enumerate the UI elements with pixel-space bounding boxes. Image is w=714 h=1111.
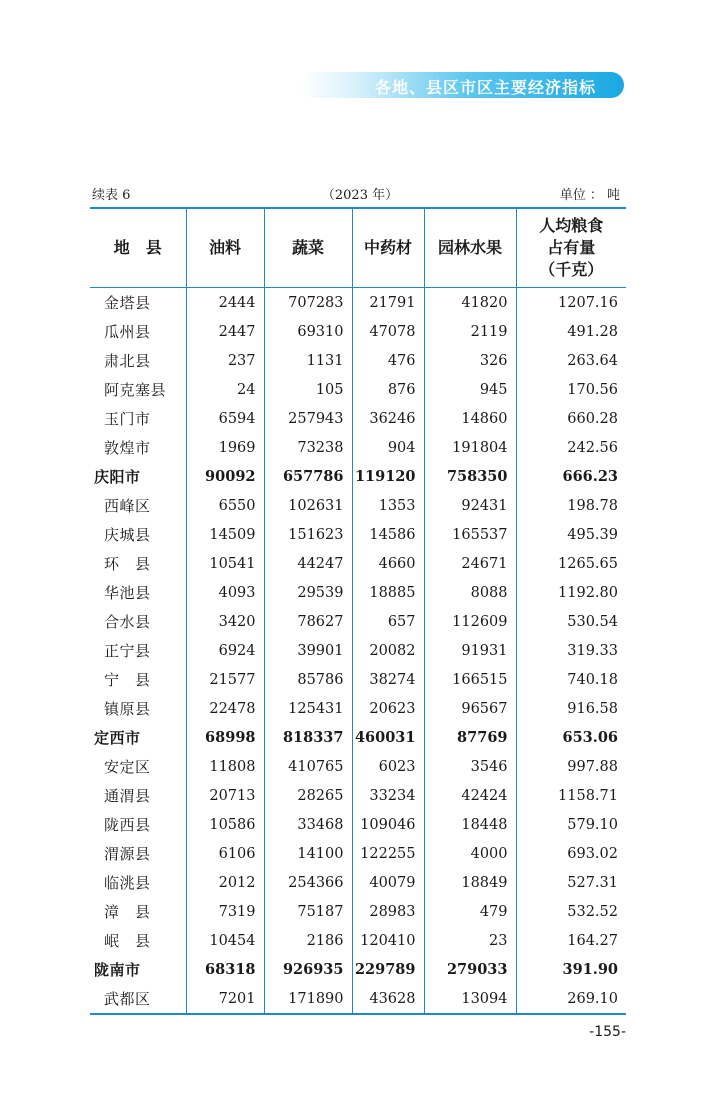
oil-crops-cell: 68998 <box>186 723 264 752</box>
medicinal-herbs-cell: 904 <box>352 433 424 462</box>
table-row <box>90 578 626 607</box>
oil-crops-cell: 10541 <box>186 549 264 578</box>
orchard-fruit-cell: 92431 <box>424 491 516 520</box>
table-row <box>90 984 626 1014</box>
grain-per-capita-cell: 527.31 <box>516 868 626 897</box>
oil-crops-cell: 22478 <box>186 694 264 723</box>
orchard-fruit-cell: 91931 <box>424 636 516 665</box>
oil-crops-cell: 20713 <box>186 781 264 810</box>
table-row <box>90 926 626 955</box>
medicinal-herbs-cell: 40079 <box>352 868 424 897</box>
oil-crops-cell: 24 <box>186 375 264 404</box>
medicinal-herbs-cell: 20623 <box>352 694 424 723</box>
medicinal-herbs-cell: 28983 <box>352 897 424 926</box>
section-banner <box>300 72 624 98</box>
orchard-fruit-cell: 96567 <box>424 694 516 723</box>
table-row <box>90 375 626 404</box>
oil-crops-cell: 90092 <box>186 462 264 491</box>
oil-crops-cell: 6924 <box>186 636 264 665</box>
vegetables-cell: 73238 <box>264 433 352 462</box>
table-row <box>90 781 626 810</box>
oil-crops-cell: 237 <box>186 346 264 375</box>
table-row <box>90 665 626 694</box>
medicinal-herbs-cell: 657 <box>352 607 424 636</box>
medicinal-herbs-cell: 109046 <box>352 810 424 839</box>
region-name-cell: 肃北县 <box>104 352 151 370</box>
region-name-cell: 西峰区 <box>104 497 151 515</box>
vegetables-cell: 69310 <box>264 317 352 346</box>
grain-per-capita-cell: 653.06 <box>516 723 626 752</box>
grain-per-capita-cell: 693.02 <box>516 839 626 868</box>
medicinal-herbs-cell: 18885 <box>352 578 424 607</box>
page-number: -155- <box>589 1024 626 1040</box>
region-name-cell: 陇西县 <box>104 816 151 834</box>
table-row <box>90 607 626 636</box>
region-name-cell: 阿克塞县 <box>104 381 167 399</box>
grain-per-capita-cell: 916.58 <box>516 694 626 723</box>
vegetables-cell: 926935 <box>264 955 352 984</box>
vegetables-cell: 257943 <box>264 404 352 433</box>
oil-crops-cell: 21577 <box>186 665 264 694</box>
vegetables-cell: 78627 <box>264 607 352 636</box>
region-name-cell: 正宁县 <box>104 642 151 660</box>
orchard-fruit-cell: 3546 <box>424 752 516 781</box>
table-row <box>90 346 626 375</box>
oil-crops-cell: 3420 <box>186 607 264 636</box>
grain-per-capita-cell: 740.18 <box>516 665 626 694</box>
grain-per-capita-cell: 1265.65 <box>516 549 626 578</box>
vegetables-cell: 85786 <box>264 665 352 694</box>
table-row <box>90 404 626 433</box>
region-name-cell: 漳 县 <box>104 903 151 921</box>
vegetables-cell: 657786 <box>264 462 352 491</box>
vegetables-cell: 44247 <box>264 549 352 578</box>
region-name-cell: 通渭县 <box>104 787 151 805</box>
oil-crops-cell: 7319 <box>186 897 264 926</box>
grain-per-capita-cell: 1207.16 <box>516 288 626 318</box>
medicinal-herbs-cell: 122255 <box>352 839 424 868</box>
vegetables-cell: 105 <box>264 375 352 404</box>
oil-crops-cell: 2012 <box>186 868 264 897</box>
oil-crops-cell: 10586 <box>186 810 264 839</box>
table-row <box>90 868 626 897</box>
orchard-fruit-cell: 479 <box>424 897 516 926</box>
grain-per-capita-cell: 198.78 <box>516 491 626 520</box>
table-row <box>90 317 626 346</box>
table-row <box>90 288 626 318</box>
grain-per-capita-cell: 491.28 <box>516 317 626 346</box>
vegetables-cell: 818337 <box>264 723 352 752</box>
oil-crops-cell: 6550 <box>186 491 264 520</box>
orchard-fruit-cell: 279033 <box>424 955 516 984</box>
region-name-cell: 合水县 <box>104 613 151 631</box>
vegetables-cell: 254366 <box>264 868 352 897</box>
oil-crops-cell: 14509 <box>186 520 264 549</box>
orchard-fruit-cell: 326 <box>424 346 516 375</box>
region-name-cell: 庆阳市 <box>94 468 141 486</box>
medicinal-herbs-cell: 47078 <box>352 317 424 346</box>
header-oil-crops: 油料 <box>186 208 264 288</box>
table-row <box>90 636 626 665</box>
medicinal-herbs-cell: 14586 <box>352 520 424 549</box>
medicinal-herbs-cell: 229789 <box>352 955 424 984</box>
orchard-fruit-cell: 2119 <box>424 317 516 346</box>
vegetables-cell: 102631 <box>264 491 352 520</box>
grain-per-capita-cell: 532.52 <box>516 897 626 926</box>
medicinal-herbs-cell: 38274 <box>352 665 424 694</box>
oil-crops-cell: 68318 <box>186 955 264 984</box>
region-name-cell: 金塔县 <box>104 294 151 312</box>
table-row <box>90 549 626 578</box>
table-year: （2023 年） <box>321 188 399 203</box>
orchard-fruit-cell: 166515 <box>424 665 516 694</box>
table-row <box>90 897 626 926</box>
orchard-fruit-cell: 42424 <box>424 781 516 810</box>
medicinal-herbs-cell: 876 <box>352 375 424 404</box>
table-body <box>90 288 626 1015</box>
oil-crops-cell: 10454 <box>186 926 264 955</box>
table-row-city <box>90 955 626 984</box>
vegetables-cell: 14100 <box>264 839 352 868</box>
vegetables-cell: 39901 <box>264 636 352 665</box>
region-name-cell: 环 县 <box>104 555 151 573</box>
grain-per-capita-cell: 1192.80 <box>516 578 626 607</box>
vegetables-cell: 75187 <box>264 897 352 926</box>
region-name-cell: 武都区 <box>90 984 186 1014</box>
vegetables-cell: 33468 <box>264 810 352 839</box>
grain-per-capita-cell: 263.64 <box>516 346 626 375</box>
region-name-cell: 庆城县 <box>104 526 151 544</box>
table-row-city <box>90 462 626 491</box>
region-name-cell: 镇原县 <box>104 700 151 718</box>
orchard-fruit-cell: 8088 <box>424 578 516 607</box>
medicinal-herbs-cell: 1353 <box>352 491 424 520</box>
economic-indicators-table <box>90 207 626 1015</box>
vegetables-cell: 151623 <box>264 520 352 549</box>
grain-per-capita-cell: 319.33 <box>516 636 626 665</box>
header-orchard-fruit: 园林水果 <box>424 208 516 288</box>
medicinal-herbs-cell: 21791 <box>352 288 424 318</box>
grain-per-capita-cell: 530.54 <box>516 607 626 636</box>
table-row <box>90 839 626 868</box>
medicinal-herbs-cell: 6023 <box>352 752 424 781</box>
oil-crops-cell: 6106 <box>186 839 264 868</box>
grain-per-capita-cell: 666.23 <box>516 462 626 491</box>
region-name-cell: 临洮县 <box>104 874 151 892</box>
region-name-cell: 华池县 <box>104 584 151 602</box>
orchard-fruit-cell: 24671 <box>424 549 516 578</box>
medicinal-herbs-cell: 43628 <box>352 984 424 1014</box>
region-name-cell: 陇南市 <box>94 961 141 979</box>
table-row <box>90 491 626 520</box>
header-region: 地 县 <box>90 208 186 288</box>
oil-crops-cell: 11808 <box>186 752 264 781</box>
grain-per-capita-cell: 579.10 <box>516 810 626 839</box>
table-row <box>90 810 626 839</box>
vegetables-cell: 171890 <box>264 984 352 1014</box>
oil-crops-cell: 1969 <box>186 433 264 462</box>
oil-crops-cell: 4093 <box>186 578 264 607</box>
vegetables-cell: 707283 <box>264 288 352 318</box>
region-name-cell: 玉门市 <box>104 410 151 428</box>
medicinal-herbs-cell: 119120 <box>352 462 424 491</box>
vegetables-cell: 1131 <box>264 346 352 375</box>
vegetables-cell: 2186 <box>264 926 352 955</box>
grain-per-capita-cell: 164.27 <box>516 926 626 955</box>
medicinal-herbs-cell: 33234 <box>352 781 424 810</box>
grain-per-capita-cell: 1158.71 <box>516 781 626 810</box>
orchard-fruit-cell: 758350 <box>424 462 516 491</box>
region-name-cell: 岷 县 <box>104 932 151 950</box>
table-header-row <box>90 208 626 288</box>
orchard-fruit-cell: 23 <box>424 926 516 955</box>
vegetables-cell: 29539 <box>264 578 352 607</box>
oil-crops-cell: 2444 <box>186 288 264 318</box>
grain-per-capita-cell: 391.90 <box>516 955 626 984</box>
grain-per-capita-cell: 170.56 <box>516 375 626 404</box>
medicinal-herbs-cell: 4660 <box>352 549 424 578</box>
header-grain-per-capita: 人均粮食 占有量 （千克） <box>516 208 626 288</box>
orchard-fruit-cell: 945 <box>424 375 516 404</box>
section-title: 各地、县区市区主要经济指标 <box>374 78 596 97</box>
vegetables-cell: 28265 <box>264 781 352 810</box>
region-name-cell: 渭源县 <box>104 845 151 863</box>
medicinal-herbs-cell: 36246 <box>352 404 424 433</box>
region-name-cell: 定西市 <box>94 729 141 747</box>
region-name-cell: 安定区 <box>104 758 151 776</box>
table-row <box>90 752 626 781</box>
region-name-cell: 宁 县 <box>104 671 151 689</box>
orchard-fruit-cell: 4000 <box>424 839 516 868</box>
orchard-fruit-cell: 165537 <box>424 520 516 549</box>
table-row <box>90 694 626 723</box>
table-row <box>90 433 626 462</box>
grain-per-capita-cell: 269.10 <box>516 984 626 1014</box>
medicinal-herbs-cell: 476 <box>352 346 424 375</box>
grain-per-capita-cell: 997.88 <box>516 752 626 781</box>
oil-crops-cell: 2447 <box>186 317 264 346</box>
header-vegetables: 蔬菜 <box>264 208 352 288</box>
orchard-fruit-cell: 41820 <box>424 288 516 318</box>
medicinal-herbs-cell: 20082 <box>352 636 424 665</box>
orchard-fruit-cell: 14860 <box>424 404 516 433</box>
medicinal-herbs-cell: 120410 <box>352 926 424 955</box>
region-name-cell: 瓜州县 <box>104 323 151 341</box>
table-row <box>90 520 626 549</box>
table-unit: 单位 ： 吨 <box>559 188 620 203</box>
grain-per-capita-cell: 495.39 <box>516 520 626 549</box>
orchard-fruit-cell: 18849 <box>424 868 516 897</box>
oil-crops-cell: 6594 <box>186 404 264 433</box>
orchard-fruit-cell: 191804 <box>424 433 516 462</box>
table-continuation-label: 续表 6 <box>92 188 131 203</box>
grain-per-capita-cell: 242.56 <box>516 433 626 462</box>
grain-per-capita-cell: 660.28 <box>516 404 626 433</box>
orchard-fruit-cell: 112609 <box>424 607 516 636</box>
oil-crops-cell: 7201 <box>186 984 264 1014</box>
table-row-city <box>90 723 626 752</box>
vegetables-cell: 125431 <box>264 694 352 723</box>
medicinal-herbs-cell: 460031 <box>352 723 424 752</box>
orchard-fruit-cell: 87769 <box>424 723 516 752</box>
header-medicinal-herbs: 中药材 <box>352 208 424 288</box>
orchard-fruit-cell: 18448 <box>424 810 516 839</box>
vegetables-cell: 410765 <box>264 752 352 781</box>
region-name-cell: 敦煌市 <box>104 439 151 457</box>
orchard-fruit-cell: 13094 <box>424 984 516 1014</box>
